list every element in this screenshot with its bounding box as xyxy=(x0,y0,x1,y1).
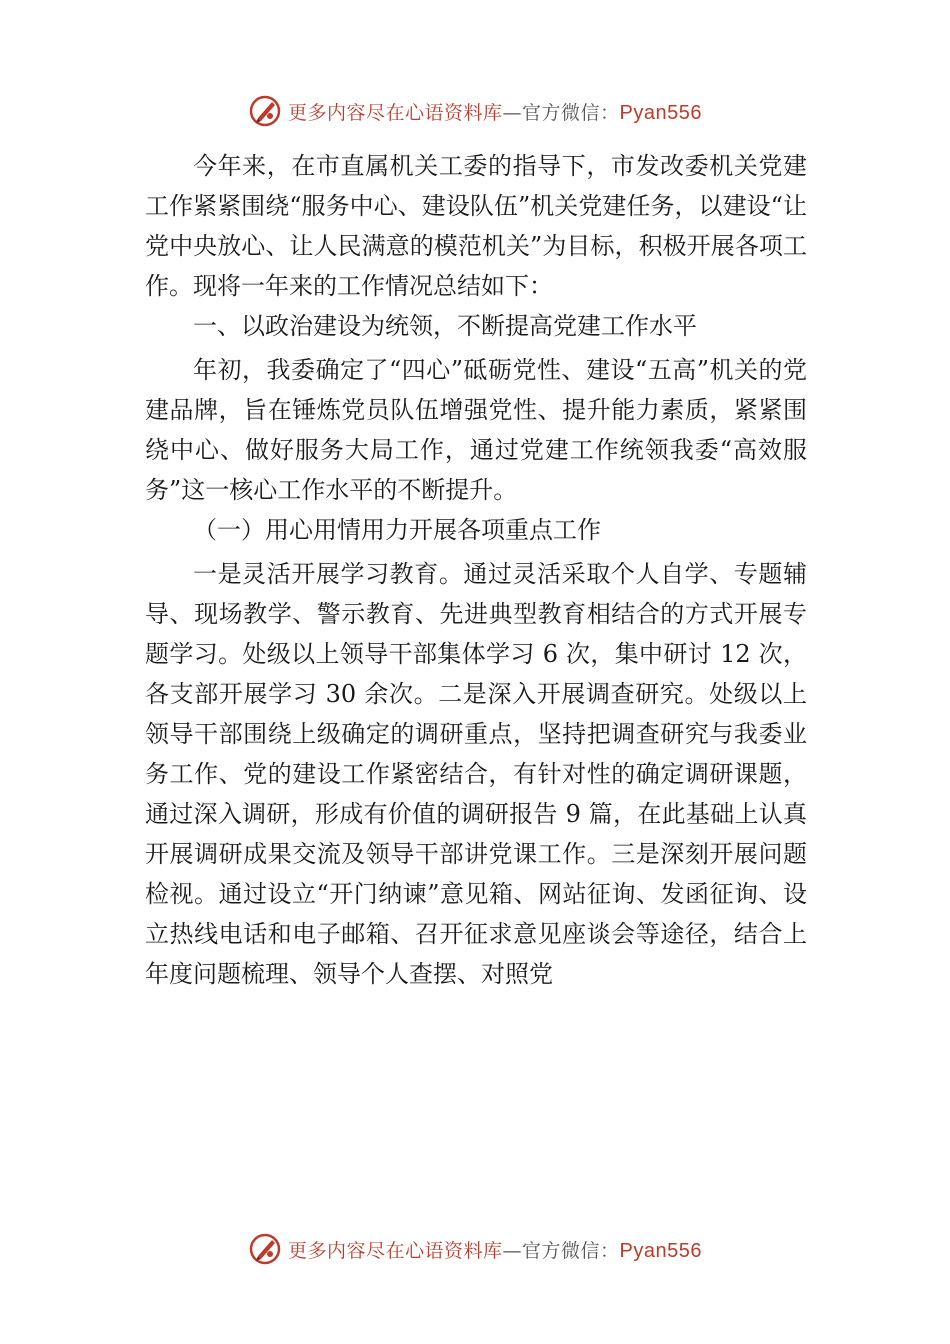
document-body xyxy=(145,146,807,994)
watermark-text xyxy=(288,98,702,125)
subsection-heading-1: （一）用心用情用力开展各项重点工作 xyxy=(193,516,601,544)
watermark-wechat-id: Pyan556 xyxy=(619,1239,702,1262)
watermark-site-text: 更多内容尽在心语资料库 xyxy=(288,1239,503,1262)
intro-paragraph: 今年来，在市直属机关工委的指导下，市发改委机关党建工作紧紧围绕“服务中心、建设队伍”机关党建任务，以建设“让党中央放心、让人民满意的模范机关”为目标，积极开展各项工作。现将一年来的工作情况总结如下： xyxy=(145,152,807,300)
watermark-text xyxy=(288,1236,702,1263)
header-watermark xyxy=(0,94,950,128)
watermark-wechat-label: 官方微信： xyxy=(522,101,620,124)
watermark-wechat-label: 官方微信： xyxy=(522,1239,620,1262)
watermark-wechat-id: Pyan556 xyxy=(619,101,702,124)
watermark-site-text: 更多内容尽在心语资料库 xyxy=(288,101,503,124)
section-1-paragraph: 年初，我委确定了“四心”砥砺党性、建设“五高”机关的党建品牌，旨在锤炼党员队伍增强党性、提升能力素质，紧紧围绕中心、做好服务大局工作，通过党建工作统领我委“高效服务”这一核心工作水平的不断提升。 xyxy=(145,356,807,504)
footer-watermark xyxy=(0,1232,950,1266)
watermark-dash: — xyxy=(502,101,523,124)
subsection-1-paragraph: 一是灵活开展学习教育。通过灵活采取个人自学、专题辅导、现场教学、警示教育、先进典型教育相结合的方式开展专题学习。处级以上领导干部集体学习 6 次，集中研讨 12 次，各支部开展学习 30 余次。二是深入开展调查研究。处级以上领导干部围绕上级确定的调研重点，坚持把调查研究与我委业务工作、党的建设工作紧密结合，有针对性的确定调研课题，通过深入调研，形成有价值的调研报告 9 篇，在此基础上认真开展调研成果交流及领导干部讲党课工作。三是深刻开展问题检视。通过设立“开门纳谏”意见箱、网站征询、发函征询、设立热线电话和电子邮箱、召开征求意见座谈会等途径，结合上年度问题梳理、领导个人查摆、对照党 xyxy=(145,560,807,988)
pen-seal-icon xyxy=(248,1232,282,1266)
pen-seal-icon xyxy=(248,94,282,128)
section-heading-1: 一、以政治建设为统领，不断提高党建工作水平 xyxy=(193,312,697,340)
watermark-dash: — xyxy=(502,1239,523,1262)
